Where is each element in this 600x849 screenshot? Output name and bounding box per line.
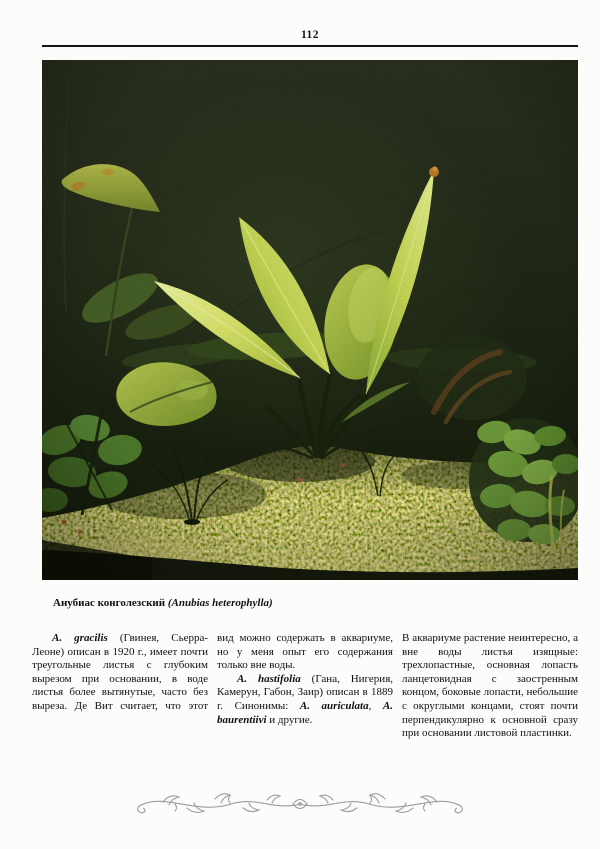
text-column-2	[217, 632, 393, 741]
paragraph	[32, 632, 208, 714]
paragraph	[402, 632, 578, 741]
text-run: В аквариуме растение неинтересно, а вне воды листья изящные: трехлопастные, основная лопасть ланцетовидная с заостренным концом, боковые лопасти, небольшие с округлыми концами, стоят почти перпендикулярно к основной сразу при основании листовой пластинки.	[402, 632, 578, 740]
plant-photo	[42, 60, 578, 580]
text-run: (Anubias heterophylla)	[167, 597, 273, 609]
text-run: вид можно содержать в аквариуме, но у меня опыт его содержания только вне воды.	[217, 632, 393, 672]
text-run: A. gracilis	[52, 632, 108, 644]
text-column-3	[402, 632, 578, 741]
text-run: ,	[368, 699, 383, 712]
text-run: (Гана, Нигерия, Камерун, Габон, Заир) описан в 1889 г. Синонимы:	[217, 672, 393, 712]
footer-ornament	[135, 787, 465, 821]
page-number: 112	[300, 29, 320, 41]
paragraph	[217, 673, 393, 727]
plant-photo-art	[42, 60, 578, 580]
flourish-icon	[135, 787, 465, 821]
text-run: A. auriculata	[299, 699, 369, 712]
paragraph	[217, 632, 393, 673]
text-run: Анубиас конголезский	[53, 597, 168, 609]
text-run: и другие.	[266, 713, 313, 726]
text-column-1	[32, 632, 208, 741]
body-text	[32, 632, 578, 741]
text-run: A. hastifolia	[237, 672, 301, 685]
photo-caption	[53, 597, 573, 610]
text-run: (Гвинея, Сьерра-Леоне) описан в 1920 г., имеет почти треугольные листья с глубоким вырезом при основании, в воде листья более вытянутые, часто без выреза. Де Вит считает, что этот	[32, 632, 209, 712]
header-rule	[42, 45, 578, 47]
text-run: A. baurentiivi	[217, 699, 393, 726]
